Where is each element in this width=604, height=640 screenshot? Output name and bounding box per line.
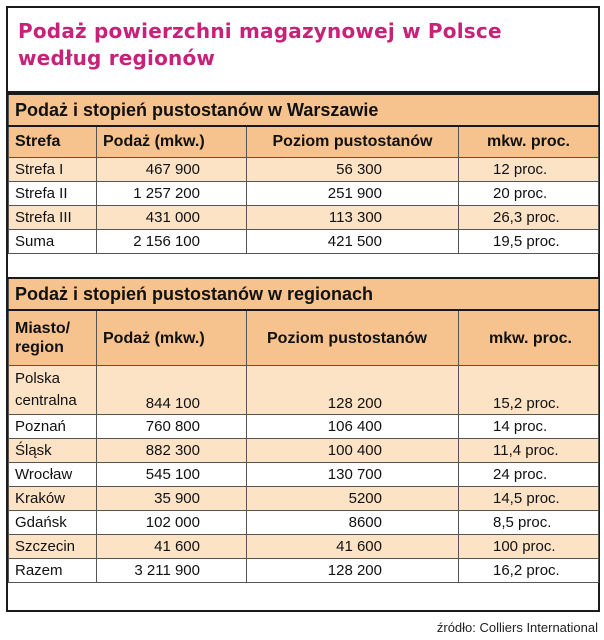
table-cell: 128 200	[247, 366, 459, 415]
column-header: mkw. proc.	[459, 126, 599, 158]
table-cell: 113 300	[247, 206, 459, 230]
table-cell: 11,4 proc.	[459, 439, 599, 463]
column-header: Strefa	[9, 126, 97, 158]
column-header: Podaż (mkw.)	[97, 126, 247, 158]
title-line-1: Podaż powierzchni magazynowej w Polsce	[18, 19, 502, 43]
table-cell: 106 400	[247, 415, 459, 439]
table-cell: Wrocław	[9, 463, 97, 487]
table-cell: 35 900	[97, 487, 247, 511]
table-row	[9, 206, 599, 230]
table-cell: 12 proc.	[459, 158, 599, 182]
regions-column-headers	[9, 310, 599, 366]
table-row	[9, 182, 599, 206]
table-cell: 760 800	[97, 415, 247, 439]
warsaw-column-headers	[9, 126, 599, 158]
table-cell: 24 proc.	[459, 463, 599, 487]
table-cell: 421 500	[247, 230, 459, 254]
title-line-2: według regionów	[18, 46, 216, 70]
table-row	[9, 415, 599, 439]
table-cell: 130 700	[247, 463, 459, 487]
infographic-title	[6, 6, 600, 92]
table-cell: 14 proc.	[459, 415, 599, 439]
table-cell: 16,2 proc.	[459, 559, 599, 583]
table-cell: Poznań	[9, 415, 97, 439]
table-cell: 3 211 900	[97, 559, 247, 583]
table-cell: Suma	[9, 230, 97, 254]
regions-table	[8, 277, 599, 583]
table-cell: 5200	[247, 487, 459, 511]
table-cell: 56 300	[247, 158, 459, 182]
column-header: Poziom pustostanów	[247, 126, 459, 158]
warsaw-table	[8, 93, 599, 254]
column-header: Podaż (mkw.)	[97, 310, 247, 366]
table-row	[9, 439, 599, 463]
table-row	[9, 535, 599, 559]
regions-section-header	[9, 278, 599, 310]
table-cell: 431 000	[97, 206, 247, 230]
column-header: mkw. proc.	[459, 310, 599, 366]
source-note: źródło: Colliers International	[436, 620, 598, 635]
column-header: Poziom pustostanów	[247, 310, 459, 366]
table-cell: Polska centralna	[9, 366, 97, 415]
table-cell: Szczecin	[9, 535, 97, 559]
warsaw-section-title: Podaż i stopień pustostanów w Warszawie	[9, 94, 599, 126]
table-cell: 8600	[247, 511, 459, 535]
table-cell: Śląsk	[9, 439, 97, 463]
table-cell: 2 156 100	[97, 230, 247, 254]
table-cell: Strefa I	[9, 158, 97, 182]
table-cell: Strefa III	[9, 206, 97, 230]
table-cell: 26,3 proc.	[459, 206, 599, 230]
table-row	[9, 559, 599, 583]
regions-section-title: Podaż i stopień pustostanów w regionach	[9, 278, 599, 310]
table-row	[9, 511, 599, 535]
table-cell: 545 100	[97, 463, 247, 487]
table-row	[9, 230, 599, 254]
table-cell: 102 000	[97, 511, 247, 535]
table-cell: 8,5 proc.	[459, 511, 599, 535]
table-cell: 100 400	[247, 439, 459, 463]
table-cell: 41 600	[247, 535, 459, 559]
table-row	[9, 158, 599, 182]
column-header: Miasto/ region	[9, 310, 97, 366]
table-cell: 1 257 200	[97, 182, 247, 206]
table-cell: 20 proc.	[459, 182, 599, 206]
table-cell: 19,5 proc.	[459, 230, 599, 254]
table-cell: 14,5 proc.	[459, 487, 599, 511]
table-row	[9, 487, 599, 511]
table-cell: 467 900	[97, 158, 247, 182]
table-cell: Razem	[9, 559, 97, 583]
table-cell: 844 100	[97, 366, 247, 415]
table-row	[9, 463, 599, 487]
table-cell: 100 proc.	[459, 535, 599, 559]
table-row	[9, 366, 599, 415]
table-cell: Gdańsk	[9, 511, 97, 535]
table-cell: 251 900	[247, 182, 459, 206]
table-cell: Kraków	[9, 487, 97, 511]
table-cell: 41 600	[97, 535, 247, 559]
table-cell: 882 300	[97, 439, 247, 463]
table-cell: Strefa II	[9, 182, 97, 206]
warsaw-section-header	[9, 94, 599, 126]
table-cell: 15,2 proc.	[459, 366, 599, 415]
table-cell: 128 200	[247, 559, 459, 583]
